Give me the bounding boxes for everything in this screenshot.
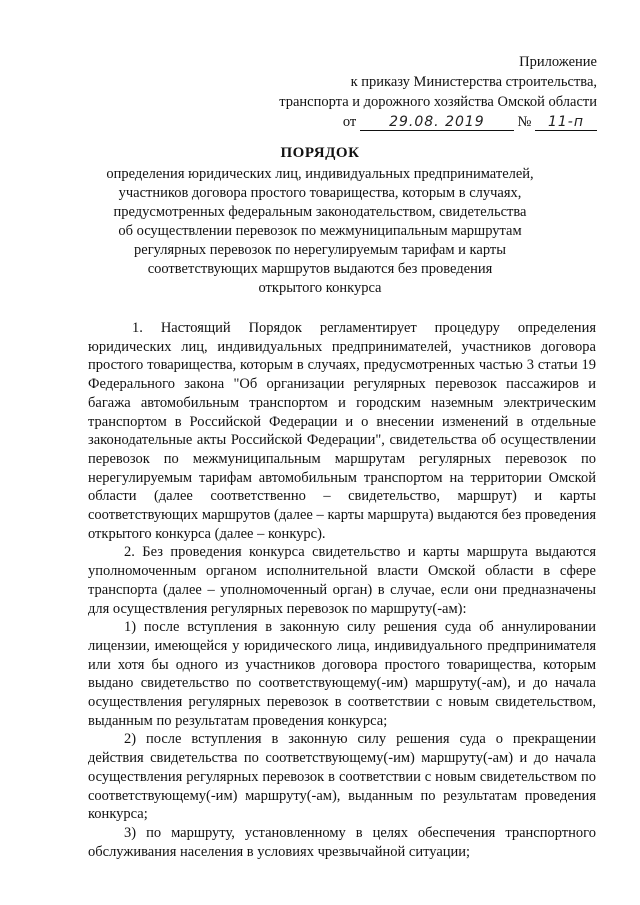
title-line: предусмотренных федеральным законодательством, свидетельства (113, 204, 527, 220)
title-line: открытого конкурса (258, 280, 382, 296)
subitem-1: 1) после вступления в законную силу решения суда об аннулировании лицензии, имеющейся у юридического лица, индивидуального предпринимателя или хотя бы одного из участников договора простого товарищества, которым выдано свидетельство по соответствующему(-им) маршруту(-ам), и до начала осуществления регулярных перевозок в соответствии с новым свидетельством, выданным по результатам проведения конкурса; (88, 619, 596, 729)
order-number-handwritten: 11-п (547, 114, 585, 130)
paragraph-2: 2. Без проведения конкурса свидетельство и карты маршрута выдаются уполномоченным органом исполнительной власти Омской области в сфере транспорта (далее – уполномоченный орган) в случае, если они предназначены для осуществления регулярных перевозок по маршруту(-ам): (88, 544, 596, 617)
subitem-2: 2) после вступления в законную силу решения суда о прекращении действия свидетельства по соответствующему(-им) маршруту(-ам) и до начала осуществления регулярных перевозок в соответствии с новым свидетельством по соответствующему(-им) маршруту(-ам), выданным по результатам проведения конкурса; (88, 731, 596, 823)
title-line: соответствующих маршрутов выдаются без проведения (147, 261, 493, 277)
title-line: участников договора простого товарищества, которым в случаях, (118, 185, 522, 201)
appendix-label: Приложение (519, 54, 597, 70)
subitem-3: 3) по маршруту, установленному в целях обеспечения транспортного обслуживания населения в условиях чрезвычайной ситуации; (88, 824, 596, 860)
title-line: регулярных перевозок по нерегулируемым тарифам и карты (134, 242, 506, 258)
order-date-number-line (279, 112, 597, 132)
document-body (88, 319, 596, 861)
document-title (90, 144, 550, 298)
number-prefix: № (517, 114, 532, 130)
paragraph-1: 1. Настоящий Порядок регламентирует процедуру определения юридических лиц, индивидуальных предпринимателей, участников договора простого товарищества, которым в случаях, предусмотренных частью 3 статьи 19 Федерального закона "Об организации регулярных перевозок пассажиров и багажа автомобильным транспортом и городским наземным электрическим транспортом в Российской Федерации и о внесении изменений в отдельные законодательные акты Российской Федерации", свидетельства об осуществлении перевозок по межмуниципальным маршрутам регулярных перевозок по нерегулируемым тарифам автомобильным транспортом на территории Омской области (далее соответственно – свидетельство, маршрут) и карты соответствующих маршрутов (далее – карты маршрута) выдаются без проведения открытого конкурса (далее – конкурс). (88, 320, 596, 542)
title-heading: ПОРЯДОК (280, 145, 360, 161)
appendix-order-ref-line1: к приказу Министерства строительства, (350, 74, 597, 90)
title-line: определения юридических лиц, индивидуальных предпринимателей, (106, 166, 534, 182)
title-line: об осуществлении перевозок по межмуниципальным маршрутам (118, 223, 522, 239)
order-number-field (535, 114, 597, 131)
order-date-handwritten: 29.08. 2019 (389, 114, 485, 130)
order-date-field (360, 114, 514, 131)
date-prefix: от (342, 114, 357, 130)
appendix-header (279, 52, 597, 132)
appendix-order-ref-line2: транспорта и дорожного хозяйства Омской области (279, 94, 597, 110)
